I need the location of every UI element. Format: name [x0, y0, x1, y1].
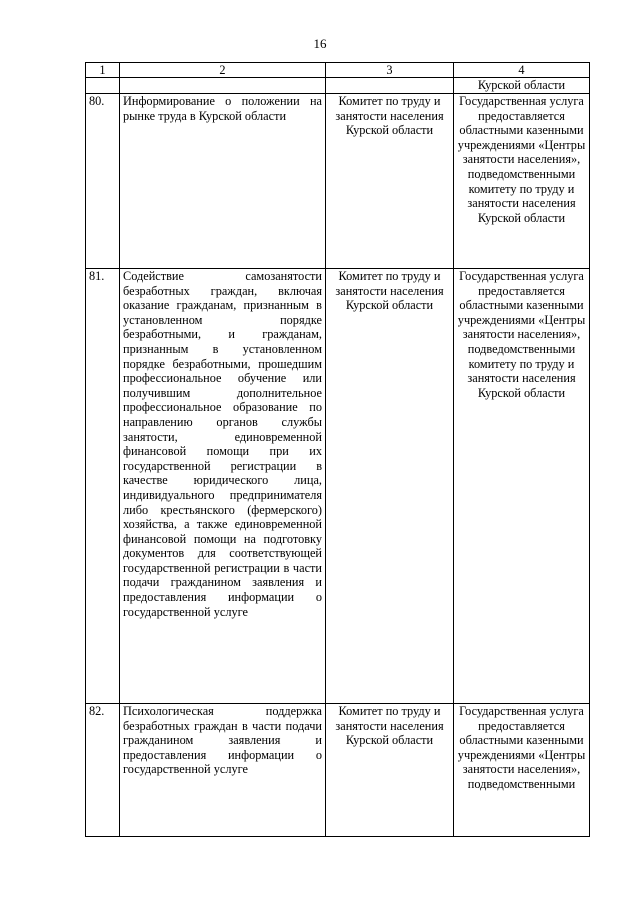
service-name — [120, 78, 326, 94]
column-header-3: 3 — [326, 63, 454, 78]
service-name: Информирование о положении на рынке труда в Курской области — [120, 94, 326, 269]
column-header-1: 1 — [86, 63, 120, 78]
row-number: 81. — [86, 269, 120, 704]
responsible-organ — [326, 78, 454, 94]
service-note: Государственная услуга предоставляется областными казенными учреждениями «Центры занятости населения», подведомственными — [454, 704, 590, 837]
page-number: 16 — [313, 36, 327, 51]
table-row — [86, 704, 590, 837]
row-number: 80. — [86, 94, 120, 269]
service-name: Психологическая поддержка безработных граждан в части подачи гражданином заявления и предоставления информации о государственной услуге — [120, 704, 326, 837]
table-row — [86, 269, 590, 704]
responsible-organ: Комитет по труду и занятости населения Курской области — [326, 94, 454, 269]
table-row — [86, 94, 590, 269]
column-header-4: 4 — [454, 63, 590, 78]
responsible-organ: Комитет по труду и занятости населения Курской области — [326, 269, 454, 704]
service-note: Государственная услуга предоставляется областными казенными учреждениями «Центры занятости населения», подведомственными комитету по труду и занятости населения Курской области — [454, 269, 590, 704]
row-number: 82. — [86, 704, 120, 837]
column-header-2: 2 — [120, 63, 326, 78]
service-name: Содействие самозанятости безработных граждан, включая оказание гражданам, признанным в установленном порядке безработными, и гражданам, признанным в установленном порядке безработными, прошедшим профессиональное обучение или получившим дополнительное профессиональное образование по направлению органов службы занятости, единовременной финансовой помощи при их государственной регистрации в качестве юридического лица, индивидуального предпринимателя либо крестьянского (фермерского) хозяйства, а также единовременной финансовой помощи на подготовку документов для соответствующей государственной регистрации в части подачи гражданином заявления и предоставления информации о государственной услуге — [120, 269, 326, 704]
services-table — [85, 62, 590, 837]
service-note: Государственная услуга предоставляется областными казенными учреждениями «Центры занятости населения», подведомственными комитету по труду и занятости населения Курской области — [454, 94, 590, 269]
row-number — [86, 78, 120, 94]
table-header-row — [86, 63, 590, 78]
table-row-continuation — [86, 78, 590, 94]
service-note: Курской области — [454, 78, 590, 94]
responsible-organ: Комитет по труду и занятости населения Курской области — [326, 704, 454, 837]
